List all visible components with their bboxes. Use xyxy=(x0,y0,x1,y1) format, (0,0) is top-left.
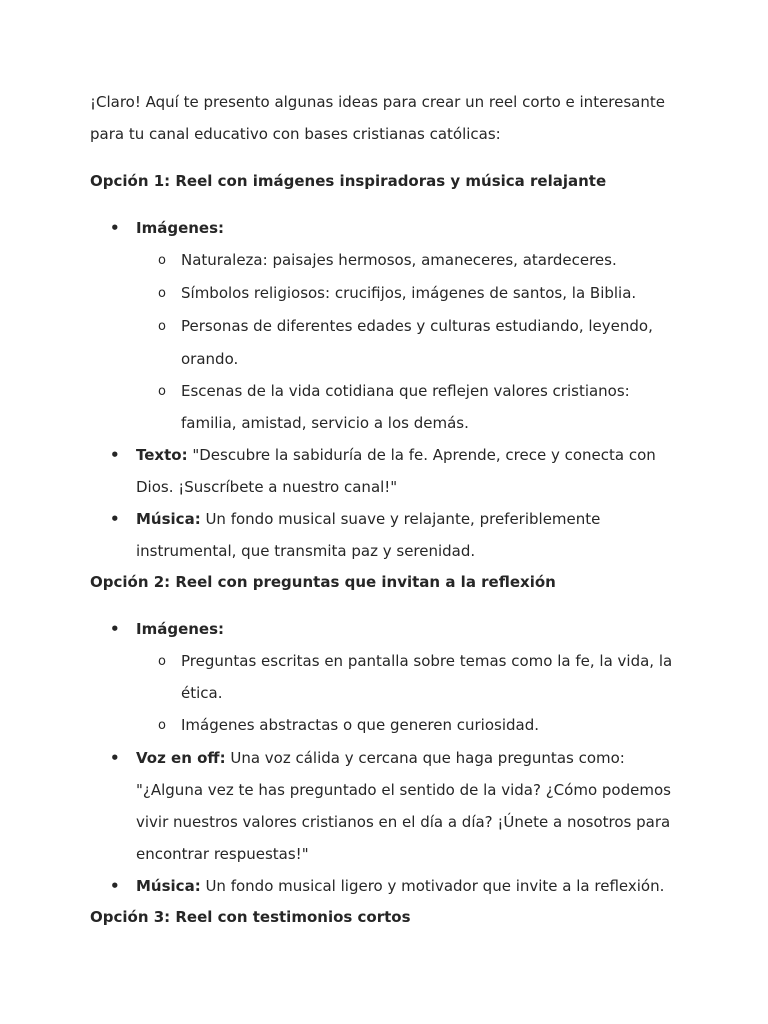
option-1-text-value: "Descubre la sabiduría de la fe. Aprende, crece y conecta con xyxy=(187,446,656,464)
bullet-icon: • xyxy=(110,877,120,895)
option-3-heading: Opción 3: Reel con testimonios cortos xyxy=(90,908,411,926)
option-2-voice-line xyxy=(136,748,625,768)
option-2-voice-value: Una voz cálida y cercana que haga preguntas como: xyxy=(225,749,625,767)
intro-line-1: ¡Claro! Aquí te presento algunas ideas para crear un reel corto e interesante xyxy=(90,93,665,111)
option-1-music-line xyxy=(136,509,600,529)
sub-bullet-icon: o xyxy=(158,319,166,334)
option-1-music-label: Música: xyxy=(136,510,201,528)
sub-bullet-icon: o xyxy=(158,286,166,301)
option-1-image-item: Personas de diferentes edades y culturas estudiando, leyendo, xyxy=(181,317,653,335)
option-2-music-value: Un fondo musical ligero y motivador que invite a la reflexión. xyxy=(200,877,665,895)
option-1-image-item: Naturaleza: paisajes hermosos, amaneceres, atardeceres. xyxy=(181,251,617,269)
option-1-text-label: Texto: xyxy=(136,446,188,464)
option-1-image-item: Símbolos religiosos: crucifijos, imágenes de santos, la Biblia. xyxy=(181,284,637,302)
option-1-image-item-cont: familia, amistad, servicio a los demás. xyxy=(181,414,469,432)
option-1-music-line-2: instrumental, que transmita paz y serenidad. xyxy=(136,542,476,560)
option-2-voice-line-3: vivir nuestros valores cristianos en el día a día? ¡Únete a nosotros para xyxy=(136,813,671,831)
option-2-music-label: Música: xyxy=(136,877,201,895)
option-1-image-item: Escenas de la vida cotidiana que reflejen valores cristianos: xyxy=(181,382,630,400)
option-1-text-line-2: Dios. ¡Suscríbete a nuestro canal!" xyxy=(136,478,398,496)
option-1-text-line xyxy=(136,445,656,465)
option-1-image-item-cont: orando. xyxy=(181,350,239,368)
intro-line-2: para tu canal educativo con bases cristianas católicas: xyxy=(90,125,501,143)
option-2-voice-label: Voz en off: xyxy=(136,749,226,767)
bullet-icon: • xyxy=(110,510,120,528)
option-1-images-label: Imágenes: xyxy=(136,219,225,237)
sub-bullet-icon: o xyxy=(158,654,166,669)
option-1-music-value: Un fondo musical suave y relajante, preferiblemente xyxy=(200,510,601,528)
bullet-icon: • xyxy=(110,219,120,237)
sub-bullet-icon: o xyxy=(158,253,166,268)
option-2-image-item: Preguntas escritas en pantalla sobre temas como la fe, la vida, la xyxy=(181,652,673,670)
option-2-images-label: Imágenes: xyxy=(136,620,225,638)
option-2-voice-line-4: encontrar respuestas!" xyxy=(136,845,309,863)
sub-bullet-icon: o xyxy=(158,718,166,733)
option-2-music-line xyxy=(136,876,664,896)
option-2-heading: Opción 2: Reel con preguntas que invitan a la reflexión xyxy=(90,573,556,591)
bullet-icon: • xyxy=(110,620,120,638)
bullet-icon: • xyxy=(110,446,120,464)
bullet-icon: • xyxy=(110,749,120,767)
option-2-image-item-cont: ética. xyxy=(181,684,223,702)
option-2-image-item: Imágenes abstractas o que generen curiosidad. xyxy=(181,716,540,734)
option-2-voice-line-2: "¿Alguna vez te has preguntado el sentido de la vida? ¿Cómo podemos xyxy=(136,781,671,799)
option-1-heading: Opción 1: Reel con imágenes inspiradoras y música relajante xyxy=(90,172,607,190)
sub-bullet-icon: o xyxy=(158,384,166,399)
